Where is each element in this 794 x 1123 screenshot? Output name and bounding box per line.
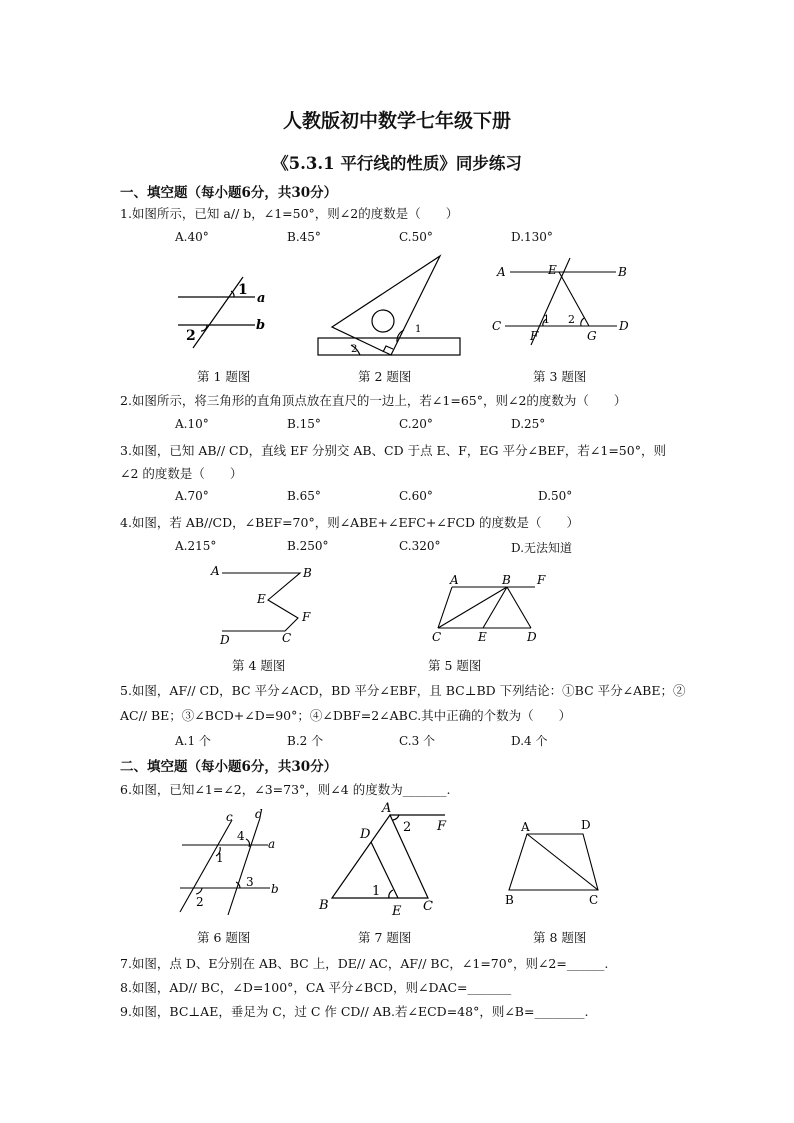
fig4-label-e: E [257, 592, 266, 606]
figure-8-caption: 第 8 题图 [533, 930, 587, 945]
fig5-label-d: D [527, 630, 537, 644]
question-1: 1.如图所示，已知 a// b，∠1=50°，则∠2的度数是（ ） [120, 206, 459, 221]
fig3-label-g: G [587, 329, 597, 343]
page-subtitle: 《5.3.1 平行线的性质》同步练习 [272, 154, 522, 173]
q2-option-b: B.15° [287, 417, 321, 431]
figure-1-caption: 第 1 题图 [197, 369, 251, 384]
figure-7-caption: 第 7 题图 [358, 930, 412, 945]
fig1-label-2: 2 [186, 328, 196, 344]
fig6-label-c: c [226, 810, 233, 824]
fig4-label-f: F [302, 610, 311, 624]
page-title: 人教版初中数学七年级下册 [282, 110, 511, 132]
fig7-label-f: F [437, 819, 447, 834]
fig7-label-d: D [360, 827, 371, 842]
fig3-label-e: E [548, 263, 557, 277]
fig4-label-a: A [211, 564, 220, 578]
q5-option-d: D.4 个 [511, 734, 548, 748]
fig7-label-e: E [392, 904, 402, 919]
question-4: 4.如图，若 AB//CD，∠BEF=70°，则∠ABE+∠EFC+∠FCD 的度数是（ ） [120, 515, 580, 530]
fig6-label-4: 4 [237, 829, 245, 843]
question-6: 6.如图，已知∠1=∠2，∠3=73°，则∠4 的度数为_______. [120, 782, 451, 797]
q1-option-d: D.130° [511, 230, 553, 244]
q2-option-c: C.20° [399, 417, 433, 431]
fig1-label-1: 1 [238, 282, 248, 298]
fig1-label-b: b [256, 318, 266, 333]
fig8-label-d: D [581, 818, 591, 832]
fig6-label-a: a [268, 837, 276, 851]
fig7-label-b: B [319, 898, 329, 913]
fig3-label-c: C [492, 319, 502, 333]
fig5-label-a: A [450, 573, 459, 587]
q2-option-a: A.10° [175, 417, 209, 431]
fig7-label-2: 2 [403, 820, 412, 835]
figure-3-caption: 第 3 题图 [533, 369, 587, 384]
question-5-line-2: AC// BE；③∠BCD+∠D=90°；④∠DBF=2∠ABC.其中正确的个数为（ ） [120, 708, 572, 723]
q4-option-a: A.215° [175, 539, 217, 553]
fig3-label-b: B [618, 265, 627, 279]
fig8-label-c: C [589, 893, 599, 907]
fig7-label-a: A [382, 801, 392, 816]
q5-option-b: B.2 个 [287, 734, 324, 748]
figure-6-caption: 第 6 题图 [197, 930, 251, 945]
q3-option-d: D.50° [538, 489, 573, 503]
fig4-label-b: B [303, 566, 312, 580]
q2-option-d: D.25° [511, 417, 546, 431]
fig3-label-f: F [530, 329, 539, 343]
fig5-label-e: E [478, 630, 487, 644]
q1-option-b: B.45° [287, 230, 321, 244]
section-1-heading: 一、填空题（每小题6分，共30分） [120, 185, 338, 201]
fig3-label-d: D [619, 319, 629, 333]
fig2-label-1: 1 [415, 324, 422, 335]
q5-option-a: A.1 个 [175, 734, 211, 748]
fig6-label-1: 1 [216, 851, 224, 865]
question-2: 2.如图所示，将三角形的直角顶点放在直尺的一边上，若∠1=65°，则∠2的度数为（ ） [120, 393, 627, 408]
fig3-label-a: A [497, 265, 506, 279]
fig2-label-2: 2 [351, 344, 358, 355]
q3-option-c: C.60° [399, 489, 433, 503]
q3-option-b: B.65° [287, 489, 321, 503]
q3-option-a: A.70° [175, 489, 209, 503]
fig3-label-1: 1 [543, 313, 550, 326]
fig5-label-b: B [502, 573, 511, 587]
q1-option-a: A.40° [175, 230, 209, 244]
fig6-label-3: 3 [246, 875, 254, 889]
question-5-line-1: 5.如图，AF// CD，BC 平分∠ACD，BD 平分∠EBF，且 BC⊥BD 下列结论：①BC 平分∠ABE；② [120, 683, 686, 698]
fig7-label-c: C [423, 899, 433, 914]
fig6-label-b: b [271, 882, 279, 896]
question-3-line-2: ∠2 的度数是（ ） [120, 466, 243, 481]
figure-2-caption: 第 2 题图 [358, 369, 412, 384]
fig3-label-2: 2 [568, 313, 575, 326]
fig5-label-f: F [537, 573, 546, 587]
section-2-heading: 二、填空题（每小题6分，共30分） [120, 759, 338, 775]
fig1-label-a: a [257, 291, 266, 306]
question-9: 9.如图，BC⊥AE，垂足为 C，过 C 作 CD// AB.若∠ECD=48°，则∠B=________. [120, 1004, 589, 1019]
question-8: 8.如图，AD// BC，∠D=100°，CA 平分∠BCD，则∠DAC=_______ [120, 980, 512, 995]
fig5-label-c: C [432, 630, 442, 644]
figure-5-caption: 第 5 题图 [428, 658, 482, 673]
q1-option-c: C.50° [399, 230, 433, 244]
question-7: 7.如图，点 D、E分别在 AB、BC 上，DE// AC，AF// BC，∠1=70°，则∠2=______. [120, 956, 609, 971]
fig8-label-b: B [505, 893, 514, 907]
fig8-label-a: A [521, 820, 530, 834]
q4-option-c: C.320° [399, 539, 441, 553]
fig6-label-d: d [255, 807, 263, 821]
q5-option-c: C.3 个 [399, 734, 436, 748]
question-3-line-1: 3.如图，已知 AB// CD，直线 EF 分别交 AB、CD 于点 E、F，EG 平分∠BEF，若∠1=50°，则 [120, 443, 666, 458]
figure-4-caption: 第 4 题图 [232, 658, 286, 673]
fig4-label-c: C [282, 631, 292, 645]
fig7-label-1: 1 [372, 884, 381, 899]
q4-option-d: D.无法知道 [511, 541, 573, 555]
q4-option-b: B.250° [287, 539, 329, 553]
fig6-label-2: 2 [196, 895, 204, 909]
fig4-label-d: D [220, 633, 230, 647]
